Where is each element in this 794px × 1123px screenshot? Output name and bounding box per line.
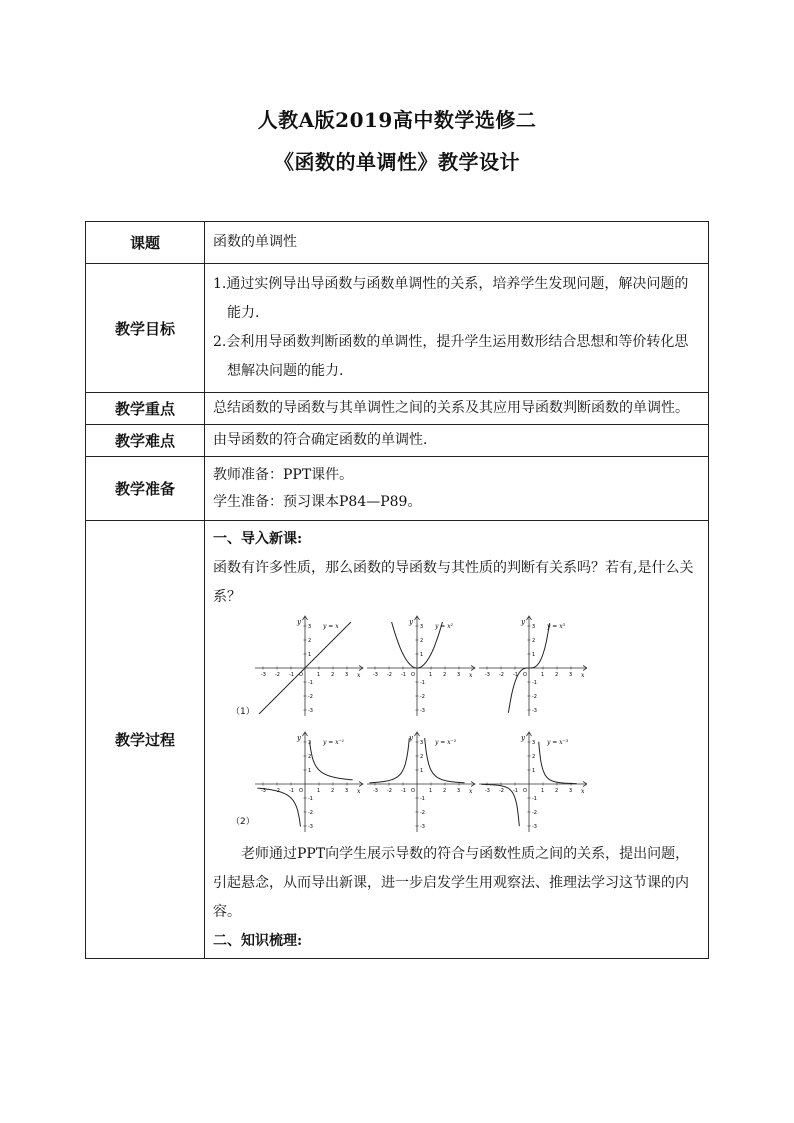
x-tick-label: -3 (261, 788, 266, 794)
x-tick-label: O (523, 788, 527, 794)
value-topic: 函数的单调性 (205, 222, 709, 264)
label-goals: 教学目标 (86, 264, 205, 393)
x-tick-label: -1 (401, 672, 406, 678)
x-axis-label: x (469, 788, 473, 795)
document-title: 人教A版2019高中数学选修二 (257, 108, 537, 132)
x-tick-label: 1 (429, 672, 433, 678)
x-tick-label: -3 (485, 672, 490, 678)
section-intro-heading: 一、导入新课: (213, 531, 303, 547)
y-tick-label: 2 (308, 638, 312, 644)
section-review-heading: 二、知识梳理: (213, 933, 303, 949)
y-tick-label: 1 (420, 768, 424, 774)
x-tick-label: O (411, 672, 415, 678)
x-tick-label: -1 (513, 672, 518, 678)
label-topic: 课题 (86, 222, 205, 264)
x-tick-label: 2 (443, 788, 447, 794)
y-tick-label: -3 (308, 824, 313, 830)
x-tick-label: 3 (345, 788, 349, 794)
graph-cube (479, 616, 587, 716)
y-tick-label: -3 (420, 824, 425, 830)
y-tick-label: 2 (532, 754, 536, 760)
x-tick-label: -2 (387, 672, 392, 678)
graph-linear (255, 616, 363, 716)
y-tick-label: 2 (420, 754, 424, 760)
row-process (86, 521, 709, 959)
y-axis-label: y (297, 734, 301, 742)
x-tick-label: -1 (401, 788, 406, 794)
x-tick-label: O (299, 788, 303, 794)
x-tick-label: O (523, 672, 527, 678)
x-tick-label: 1 (541, 788, 545, 794)
x-axis-label: x (357, 788, 361, 795)
value-preparation (205, 457, 709, 521)
x-tick-label: 2 (331, 672, 335, 678)
x-tick-label: 3 (457, 788, 461, 794)
function-label: y = x⁻³ (547, 739, 569, 746)
x-tick-label: 1 (541, 672, 545, 678)
label-process: 教学过程 (86, 521, 205, 959)
x-tick-label: -1 (513, 788, 518, 794)
y-tick-label: -3 (308, 708, 313, 714)
x-tick-label: -2 (499, 788, 504, 794)
x-axis-label: x (581, 788, 585, 795)
function-curve (310, 742, 353, 780)
graph-row-label-1: （1） (231, 707, 255, 717)
y-tick-label: 1 (532, 652, 536, 658)
y-tick-label: 2 (532, 638, 536, 644)
x-tick-label: 3 (345, 672, 349, 678)
y-tick-label: 3 (308, 624, 312, 630)
y-tick-label: 3 (420, 624, 424, 630)
y-axis-label: y (521, 734, 525, 742)
label-key-points: 教学重点 (86, 393, 205, 425)
teacher-preparation: 教师准备：PPT课件。 (213, 466, 354, 483)
lesson-plan-table (85, 221, 709, 959)
row-topic (86, 222, 709, 264)
y-tick-label: -1 (532, 680, 537, 686)
y-tick-label: -2 (420, 694, 425, 700)
graph-inverse-cube (479, 732, 587, 832)
row-preparation (86, 457, 709, 521)
graph-inverse (255, 732, 363, 832)
x-tick-label: -2 (387, 788, 392, 794)
graphs-svg (247, 612, 587, 838)
value-key-points: 总结函数的导函数与其单调性之间的关系及其应用导函数判断函数的单调性。 (205, 393, 709, 425)
y-tick-label: 2 (308, 754, 312, 760)
x-tick-label: -2 (275, 788, 280, 794)
document-subtitle: 《函数的单调性》教学设计 (274, 150, 520, 174)
function-label: y = x (323, 623, 339, 630)
x-tick-label: -3 (373, 788, 378, 794)
label-difficulties: 教学难点 (86, 425, 205, 457)
y-tick-label: 1 (308, 652, 312, 658)
y-tick-label: -3 (420, 708, 425, 714)
x-tick-label: O (411, 788, 415, 794)
x-axis-label: x (469, 672, 473, 679)
y-tick-label: -2 (308, 694, 313, 700)
x-tick-label: -2 (275, 672, 280, 678)
x-tick-label: 2 (555, 788, 559, 794)
y-tick-label: -3 (532, 824, 537, 830)
x-tick-label: 1 (317, 788, 321, 794)
row-difficulties (86, 425, 709, 457)
function-curve (369, 738, 409, 783)
graph-square (367, 616, 475, 716)
x-tick-label: 3 (569, 788, 573, 794)
goal-item-1: 1.通过实例导出导函数与函数单调性的关系，培养学生发现问题，解决问题的能力. (213, 276, 689, 321)
intro-paragraph: 老师通过PPT向学生展示导数的符合与函数性质之间的关系，提出问题，引起悬念，从而导出新课，进一步启发学生用观察法、推理法学习这节课的内容。 (213, 846, 690, 920)
x-tick-label: -3 (373, 672, 378, 678)
y-tick-label: -1 (420, 680, 425, 686)
y-tick-label: 1 (532, 768, 536, 774)
x-tick-label: 2 (555, 672, 559, 678)
x-tick-label: -1 (289, 788, 294, 794)
graph-inverse-square (367, 732, 475, 832)
function-label: y = x⁻¹ (323, 739, 345, 746)
x-tick-label: -2 (499, 672, 504, 678)
y-tick-label: -2 (532, 810, 537, 816)
goal-item-2: 2.会利用导函数判断函数的单调性，提升学生运用数形结合思想和等价转化思想解决问题的能力. (213, 334, 689, 379)
function-graphs-figure (213, 612, 700, 840)
y-tick-label: -2 (308, 810, 313, 816)
value-process (205, 521, 709, 959)
y-tick-label: -2 (420, 810, 425, 816)
x-tick-label: -3 (261, 672, 266, 678)
function-label: y = x⁻² (435, 739, 457, 746)
x-tick-label: O (299, 672, 303, 678)
value-goals (205, 264, 709, 393)
y-tick-label: -3 (532, 708, 537, 714)
row-key-points (86, 393, 709, 425)
y-axis-label: y (409, 618, 413, 626)
y-tick-label: 3 (532, 624, 536, 630)
y-tick-label: -1 (308, 796, 313, 802)
y-tick-label: 2 (420, 638, 424, 644)
student-preparation: 学生准备：预习课本P84—P89。 (213, 493, 422, 510)
y-tick-label: 3 (308, 740, 312, 746)
intro-question: 函数有许多性质，那么函数的导函数与其性质的判断有关系吗？若有,是什么关系？ (213, 560, 694, 605)
x-axis-label: x (357, 672, 361, 679)
y-tick-label: 3 (420, 740, 424, 746)
y-axis-label: y (409, 734, 413, 742)
x-tick-label: 3 (569, 672, 573, 678)
row-goals (86, 264, 709, 393)
y-tick-label: 1 (308, 768, 312, 774)
x-tick-label: -1 (289, 672, 294, 678)
x-tick-label: -3 (485, 788, 490, 794)
function-curve (539, 742, 577, 784)
label-preparation: 教学准备 (86, 457, 205, 521)
value-difficulties: 由导函数的符合确定函数的单调性. (205, 425, 709, 457)
y-tick-label: -1 (532, 796, 537, 802)
x-tick-label: 3 (457, 672, 461, 678)
function-label: y = x² (435, 623, 454, 630)
x-tick-label: 2 (443, 672, 447, 678)
x-axis-label: x (581, 672, 585, 679)
y-tick-label: 3 (532, 740, 536, 746)
y-tick-label: -1 (420, 796, 425, 802)
x-tick-label: 1 (429, 788, 433, 794)
y-axis-label: y (521, 618, 525, 626)
graph-row-label-2: （2） (231, 817, 255, 827)
function-label: y = x³ (547, 623, 566, 630)
x-tick-label: 1 (317, 672, 321, 678)
y-axis-label: y (297, 618, 301, 626)
y-tick-label: -1 (308, 680, 313, 686)
x-tick-label: 2 (331, 788, 335, 794)
y-tick-label: 1 (420, 652, 424, 658)
y-tick-label: -2 (532, 694, 537, 700)
